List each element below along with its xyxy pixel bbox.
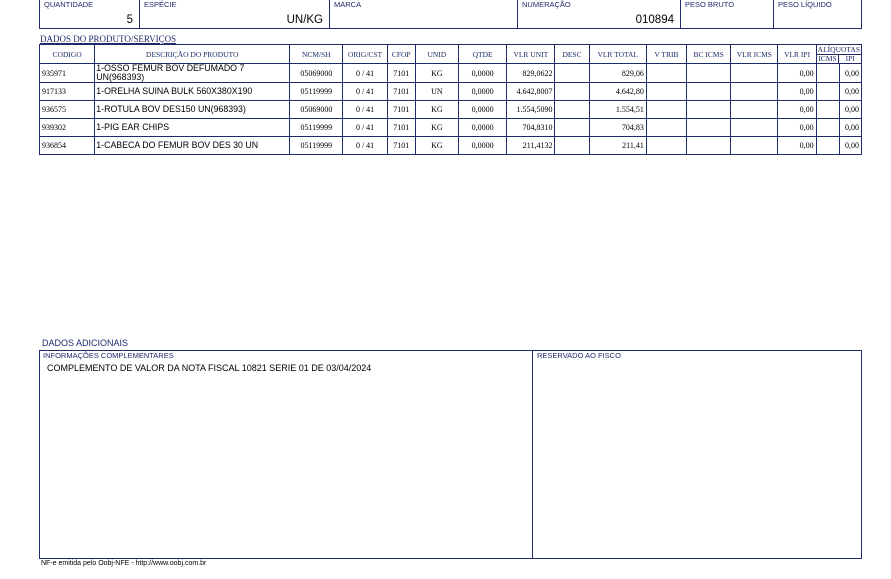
info-complementares-text: COMPLEMENTO DE VALOR DA NOTA FISCAL 10821 SERIE 01 DE 03/04/2024 (47, 363, 372, 373)
cell-vlr-unit: 704,8310 (507, 119, 555, 137)
cell-vlr-total: 829,06 (589, 64, 646, 83)
cell-desc (555, 101, 589, 119)
aliq-icms-label: ICMS (817, 55, 840, 63)
cell-vlr-total: 1.554,51 (589, 101, 646, 119)
cell-qtde: 0,0000 (458, 137, 506, 155)
col-cfop: CFOP (387, 45, 415, 64)
cell-cfop: 7101 (387, 137, 415, 155)
cell-ncm: 05069000 (290, 101, 343, 119)
col-ncm: NCM/SH (290, 45, 343, 64)
cell-v-trib (646, 119, 686, 137)
col-desc: DESC (555, 45, 589, 64)
cell-vlr-total: 4.642,80 (589, 83, 646, 101)
cell-vlr-ipi: 0,00 (778, 137, 816, 155)
cell-desc (555, 137, 589, 155)
cell-v-trib (646, 101, 686, 119)
cell-aliq-icms (816, 137, 839, 155)
cell-unid: KG (415, 64, 458, 83)
cell-aliq-ipi: 0,00 (839, 101, 861, 119)
cell-ncm: 05119999 (290, 137, 343, 155)
cell-ncm: 05119999 (290, 83, 343, 101)
cell-vlr-ipi: 0,00 (778, 101, 816, 119)
cell-cfop: 7101 (387, 64, 415, 83)
col-vlr-icms: VLR ICMS (731, 45, 778, 64)
cell-unid: KG (415, 137, 458, 155)
cell-aliq-icms (816, 101, 839, 119)
numeracao-value: 010894 (635, 14, 674, 26)
cell-bc-icms (687, 119, 731, 137)
cell-desc (555, 119, 589, 137)
col-vlr-ipi: VLR IPI (778, 45, 816, 64)
col-aliquotas (816, 45, 861, 64)
cell-descricao: 1-CABECA DO FEMUR BOV DES 30 UN (95, 137, 290, 155)
cell-descricao: 1-PIG EAR CHIPS (95, 119, 290, 137)
cell-descricao: 1-ORELHA SUINA BULK 560X380X190 (95, 83, 290, 101)
cell-vlr-icms (731, 101, 778, 119)
cell-codigo: 935971 (40, 64, 95, 83)
col-orig: ORIG/CST (343, 45, 387, 64)
cell-descricao: 1-ROTULA BOV DES150 UN(968393) (95, 101, 290, 119)
cell-qtde: 0,0000 (458, 64, 506, 83)
quantidade-label: QUANTIDADE (44, 0, 94, 9)
cell-vlr-icms (731, 64, 778, 83)
cell-vlr-ipi: 0,00 (778, 119, 816, 137)
additional-section (39, 350, 862, 559)
cell-orig: 0 / 41 (343, 119, 387, 137)
cell-vlr-icms (731, 137, 778, 155)
cell-ncm: 05119999 (290, 119, 343, 137)
cell-vlr-unit: 4.642,8007 (507, 83, 555, 101)
marca-field (330, 0, 518, 28)
products-header-row (40, 45, 862, 64)
col-codigo: CODIGO (40, 45, 95, 64)
peso-bruto-label: PESO BRUTO (685, 0, 735, 9)
especie-label: ESPÉCIE (144, 0, 177, 9)
cell-unid: KG (415, 101, 458, 119)
table-row (40, 101, 862, 119)
marca-label: MARCA (334, 0, 362, 9)
table-row (40, 83, 862, 101)
cell-aliq-ipi: 0,00 (839, 119, 861, 137)
cell-bc-icms (687, 64, 731, 83)
additional-title: DADOS ADICIONAIS (42, 338, 129, 348)
cell-aliq-icms (816, 119, 839, 137)
cell-bc-icms (687, 137, 731, 155)
cell-bc-icms (687, 83, 731, 101)
cell-qtde: 0,0000 (458, 83, 506, 101)
footer-note: NF-e emitida pelo Oobj-NFE - http://www.oobj.com.br (41, 560, 207, 567)
cell-codigo: 939302 (40, 119, 95, 137)
cell-bc-icms (687, 101, 731, 119)
especie-field (140, 0, 330, 28)
quantidade-value: 5 (126, 14, 133, 26)
cell-desc (555, 64, 589, 83)
col-qtde: QTDE (458, 45, 506, 64)
cell-desc (555, 83, 589, 101)
numeracao-label: NUMERAÇÃO (522, 0, 571, 9)
cell-vlr-icms (731, 119, 778, 137)
col-unid: UNID (415, 45, 458, 64)
cell-aliq-icms (816, 64, 839, 83)
quantidade-field (40, 0, 140, 28)
cell-codigo: 936575 (40, 101, 95, 119)
cell-orig: 0 / 41 (343, 137, 387, 155)
cell-vlr-unit: 829,0622 (507, 64, 555, 83)
info-complementares-box (40, 351, 533, 558)
cell-codigo: 917133 (40, 83, 95, 101)
cell-orig: 0 / 41 (343, 83, 387, 101)
table-row (40, 64, 862, 83)
numeracao-field (518, 0, 681, 28)
cell-aliq-icms (816, 83, 839, 101)
cell-vlr-unit: 1.554,5090 (507, 101, 555, 119)
aliq-ipi-label: IPI (845, 54, 855, 63)
cell-vlr-total: 704,83 (589, 119, 646, 137)
table-row (40, 137, 862, 155)
col-descricao: DESCRIÇÃO DO PRODUTO (95, 45, 290, 64)
cell-orig: 0 / 41 (343, 64, 387, 83)
cell-orig: 0 / 41 (343, 101, 387, 119)
cell-aliq-ipi: 0,00 (839, 64, 861, 83)
volumes-section (39, 0, 862, 29)
cell-cfop: 7101 (387, 83, 415, 101)
col-vlr-unit: VLR UNIT (507, 45, 555, 64)
cell-vlr-total: 211,41 (589, 137, 646, 155)
products-table (39, 44, 862, 155)
cell-unid: UN (415, 83, 458, 101)
cell-v-trib (646, 137, 686, 155)
cell-vlr-ipi: 0,00 (778, 64, 816, 83)
info-complementares-label: INFORMAÇÕES COMPLEMENTARES (43, 351, 174, 360)
peso-liquido-field (774, 0, 861, 28)
cell-v-trib (646, 83, 686, 101)
cell-v-trib (646, 64, 686, 83)
col-vlr-total: VLR TOTAL (589, 45, 646, 64)
aliquotas-label: ALÍQUOTAS (817, 45, 860, 54)
cell-ncm: 05069000 (290, 64, 343, 83)
products-title: DADOS DO PRODUTO/SERVIÇOS (40, 34, 177, 44)
peso-liquido-label: PESO LÍQUIDO (778, 0, 832, 9)
cell-aliq-ipi: 0,00 (839, 83, 861, 101)
cell-codigo: 936854 (40, 137, 95, 155)
cell-cfop: 7101 (387, 119, 415, 137)
cell-descricao: 1-OSSO FEMUR BOV DEFUMADO 7 UN(968393) (95, 64, 290, 83)
peso-bruto-field (681, 0, 774, 28)
reservado-fisco-label: RESERVADO AO FISCO (537, 351, 621, 360)
cell-qtde: 0,0000 (458, 101, 506, 119)
especie-value: UN/KG (286, 14, 323, 26)
cell-vlr-icms (731, 83, 778, 101)
cell-aliq-ipi: 0,00 (839, 137, 861, 155)
table-row (40, 119, 862, 137)
cell-vlr-ipi: 0,00 (778, 83, 816, 101)
col-v-trib: V TRIB (646, 45, 686, 64)
cell-unid: KG (415, 119, 458, 137)
cell-vlr-unit: 211,4132 (507, 137, 555, 155)
cell-qtde: 0,0000 (458, 119, 506, 137)
cell-cfop: 7101 (387, 101, 415, 119)
col-bc-icms: BC ICMS (687, 45, 731, 64)
